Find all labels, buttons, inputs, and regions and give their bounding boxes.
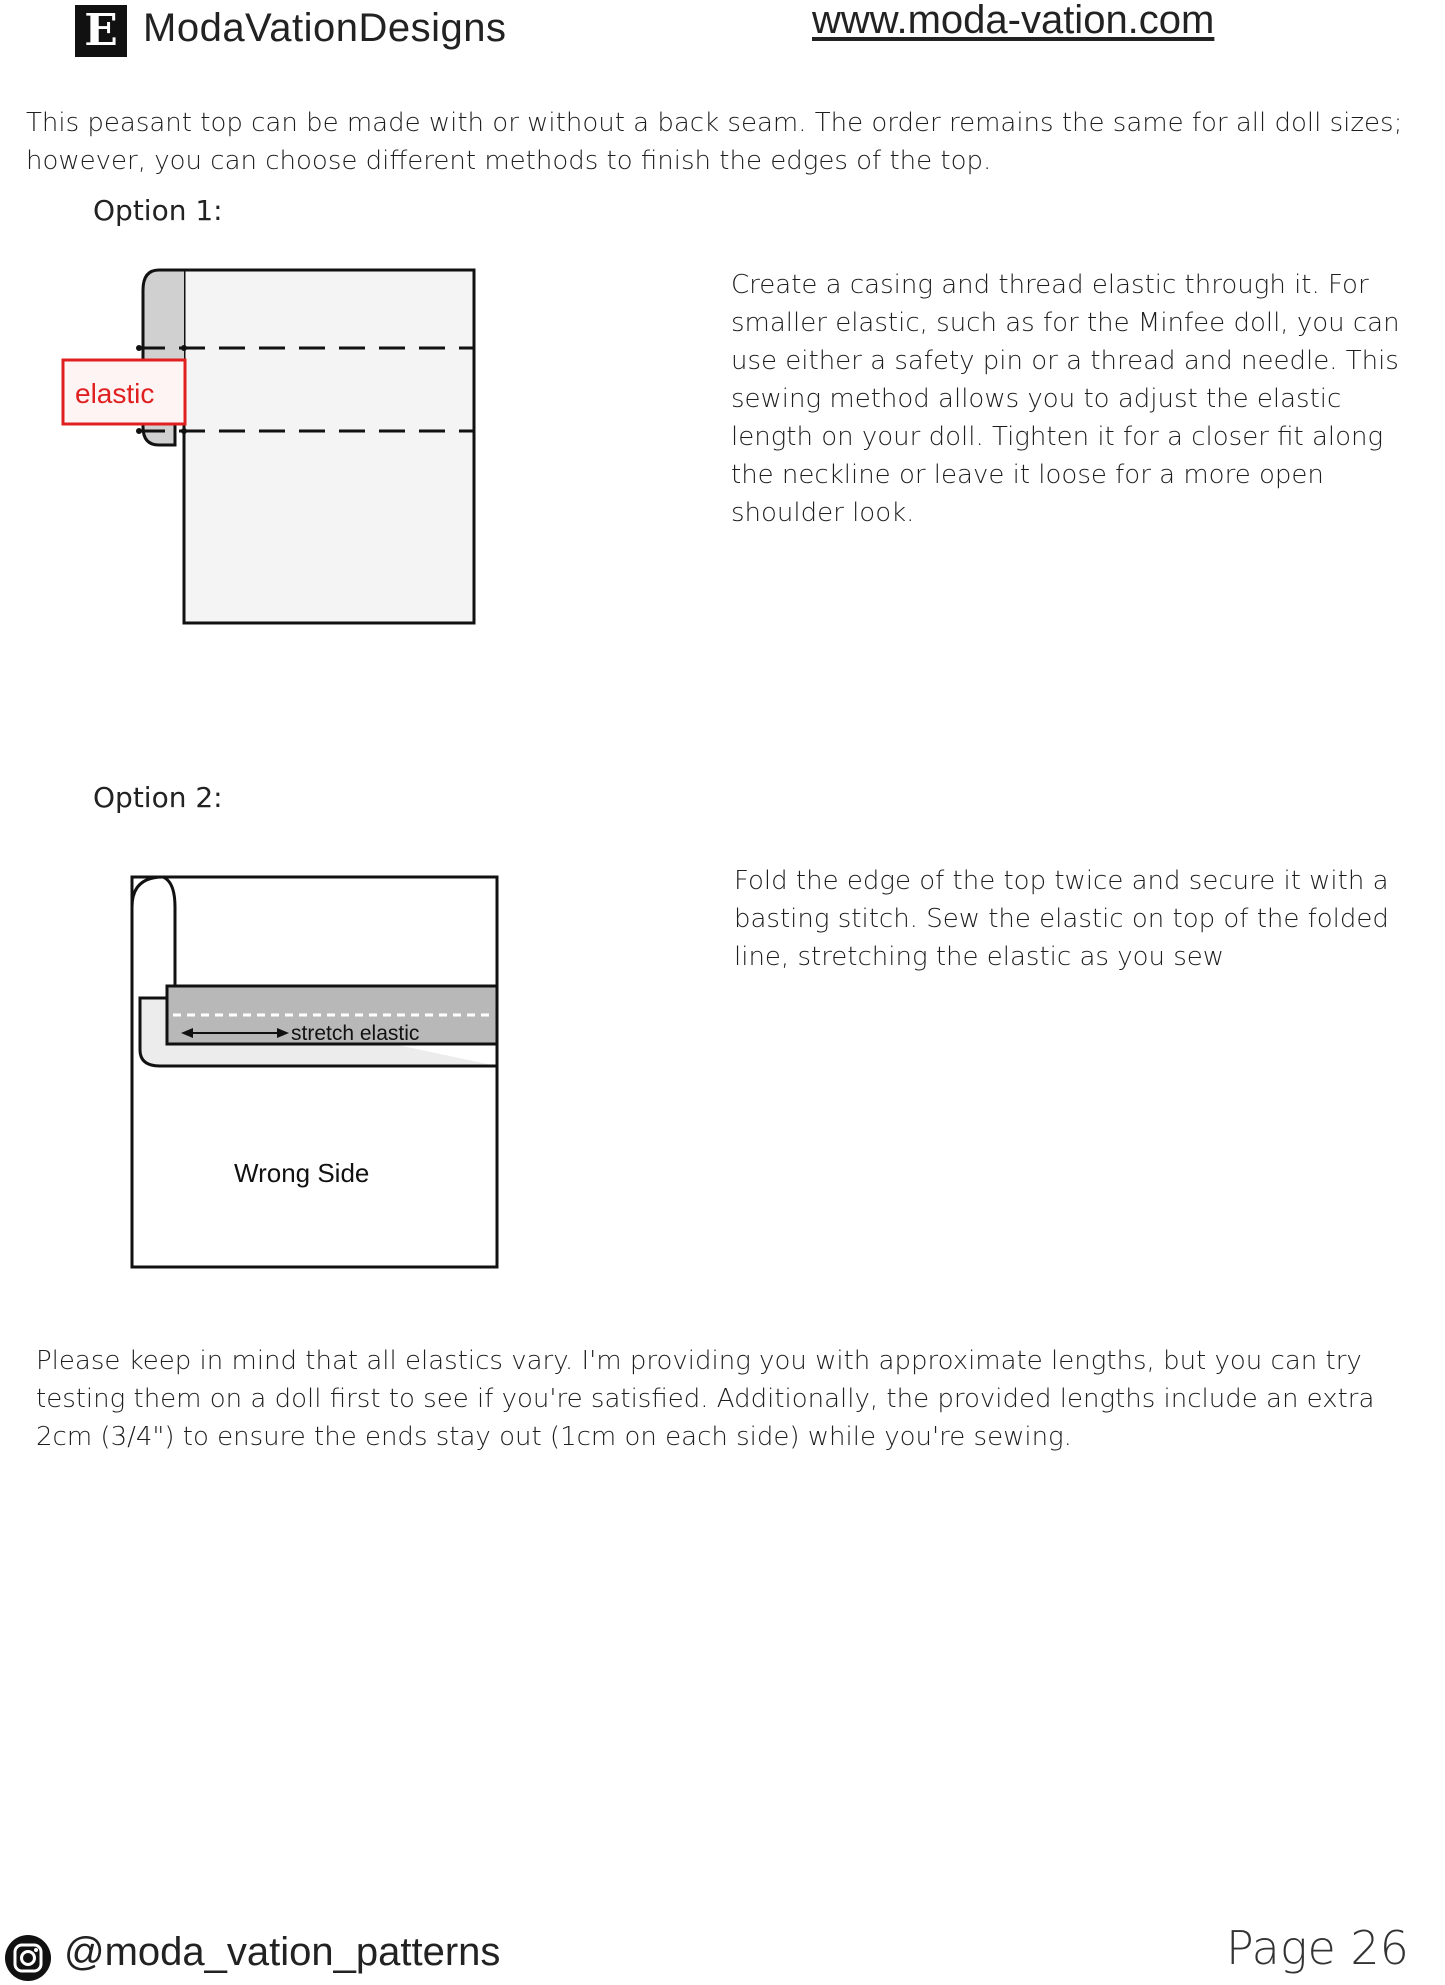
option-2-description: Fold the edge of the top twice and secure it with a basting stitch. Sew the elastic on top of the folded line, stretching the elastic as you sew <box>734 866 1389 972</box>
elastic-label: elastic <box>75 378 155 409</box>
wrong-side-label: Wrong Side <box>234 1158 370 1188</box>
option-2-label: Option 2: <box>93 781 223 814</box>
brand-name: ModaVationDesigns <box>143 6 507 50</box>
option-1-casing-diagram <box>55 262 485 632</box>
website-link[interactable]: www.moda-vation.com <box>812 0 1215 42</box>
fabric-panel-wrong-side <box>132 877 497 1267</box>
page-number: Page 26 <box>1226 1921 1409 1975</box>
option-1-description: Create a casing and thread elastic through it. For smaller elastic, such as for the Minfee doll, you can use either a safety pin or a thread and needle. This sewing method allows you to adjust the elastic length on your doll. Tighten it for a closer fit along the neckline or leave it loose for a more open shoulder look. <box>731 270 1400 528</box>
fabric-panel <box>184 270 474 623</box>
instagram-icon <box>4 1934 52 1982</box>
elastic-note-paragraph: Please keep in mind that all elastics vary. I'm providing you with approximate lengths, but you can try testing them on a doll first to see if you're satisfied. Additionally, the provided lengths include an extra 2cm (3/4") to ensure the ends stay out (1cm on each side) while you're sewing. <box>36 1346 1375 1452</box>
stretch-elastic-label: stretch elastic <box>291 1022 420 1045</box>
instagram-handle[interactable]: @moda_vation_patterns <box>64 1930 501 1974</box>
etsy-logo-icon: E <box>75 5 127 57</box>
option-2-elastic-diagram <box>125 870 510 1270</box>
intro-paragraph: This peasant top can be made with or without a back seam. The order remains the same for all doll sizes; however, you can choose different methods to finish the edges of the top. <box>26 108 1403 176</box>
option-1-label: Option 1: <box>93 194 223 227</box>
